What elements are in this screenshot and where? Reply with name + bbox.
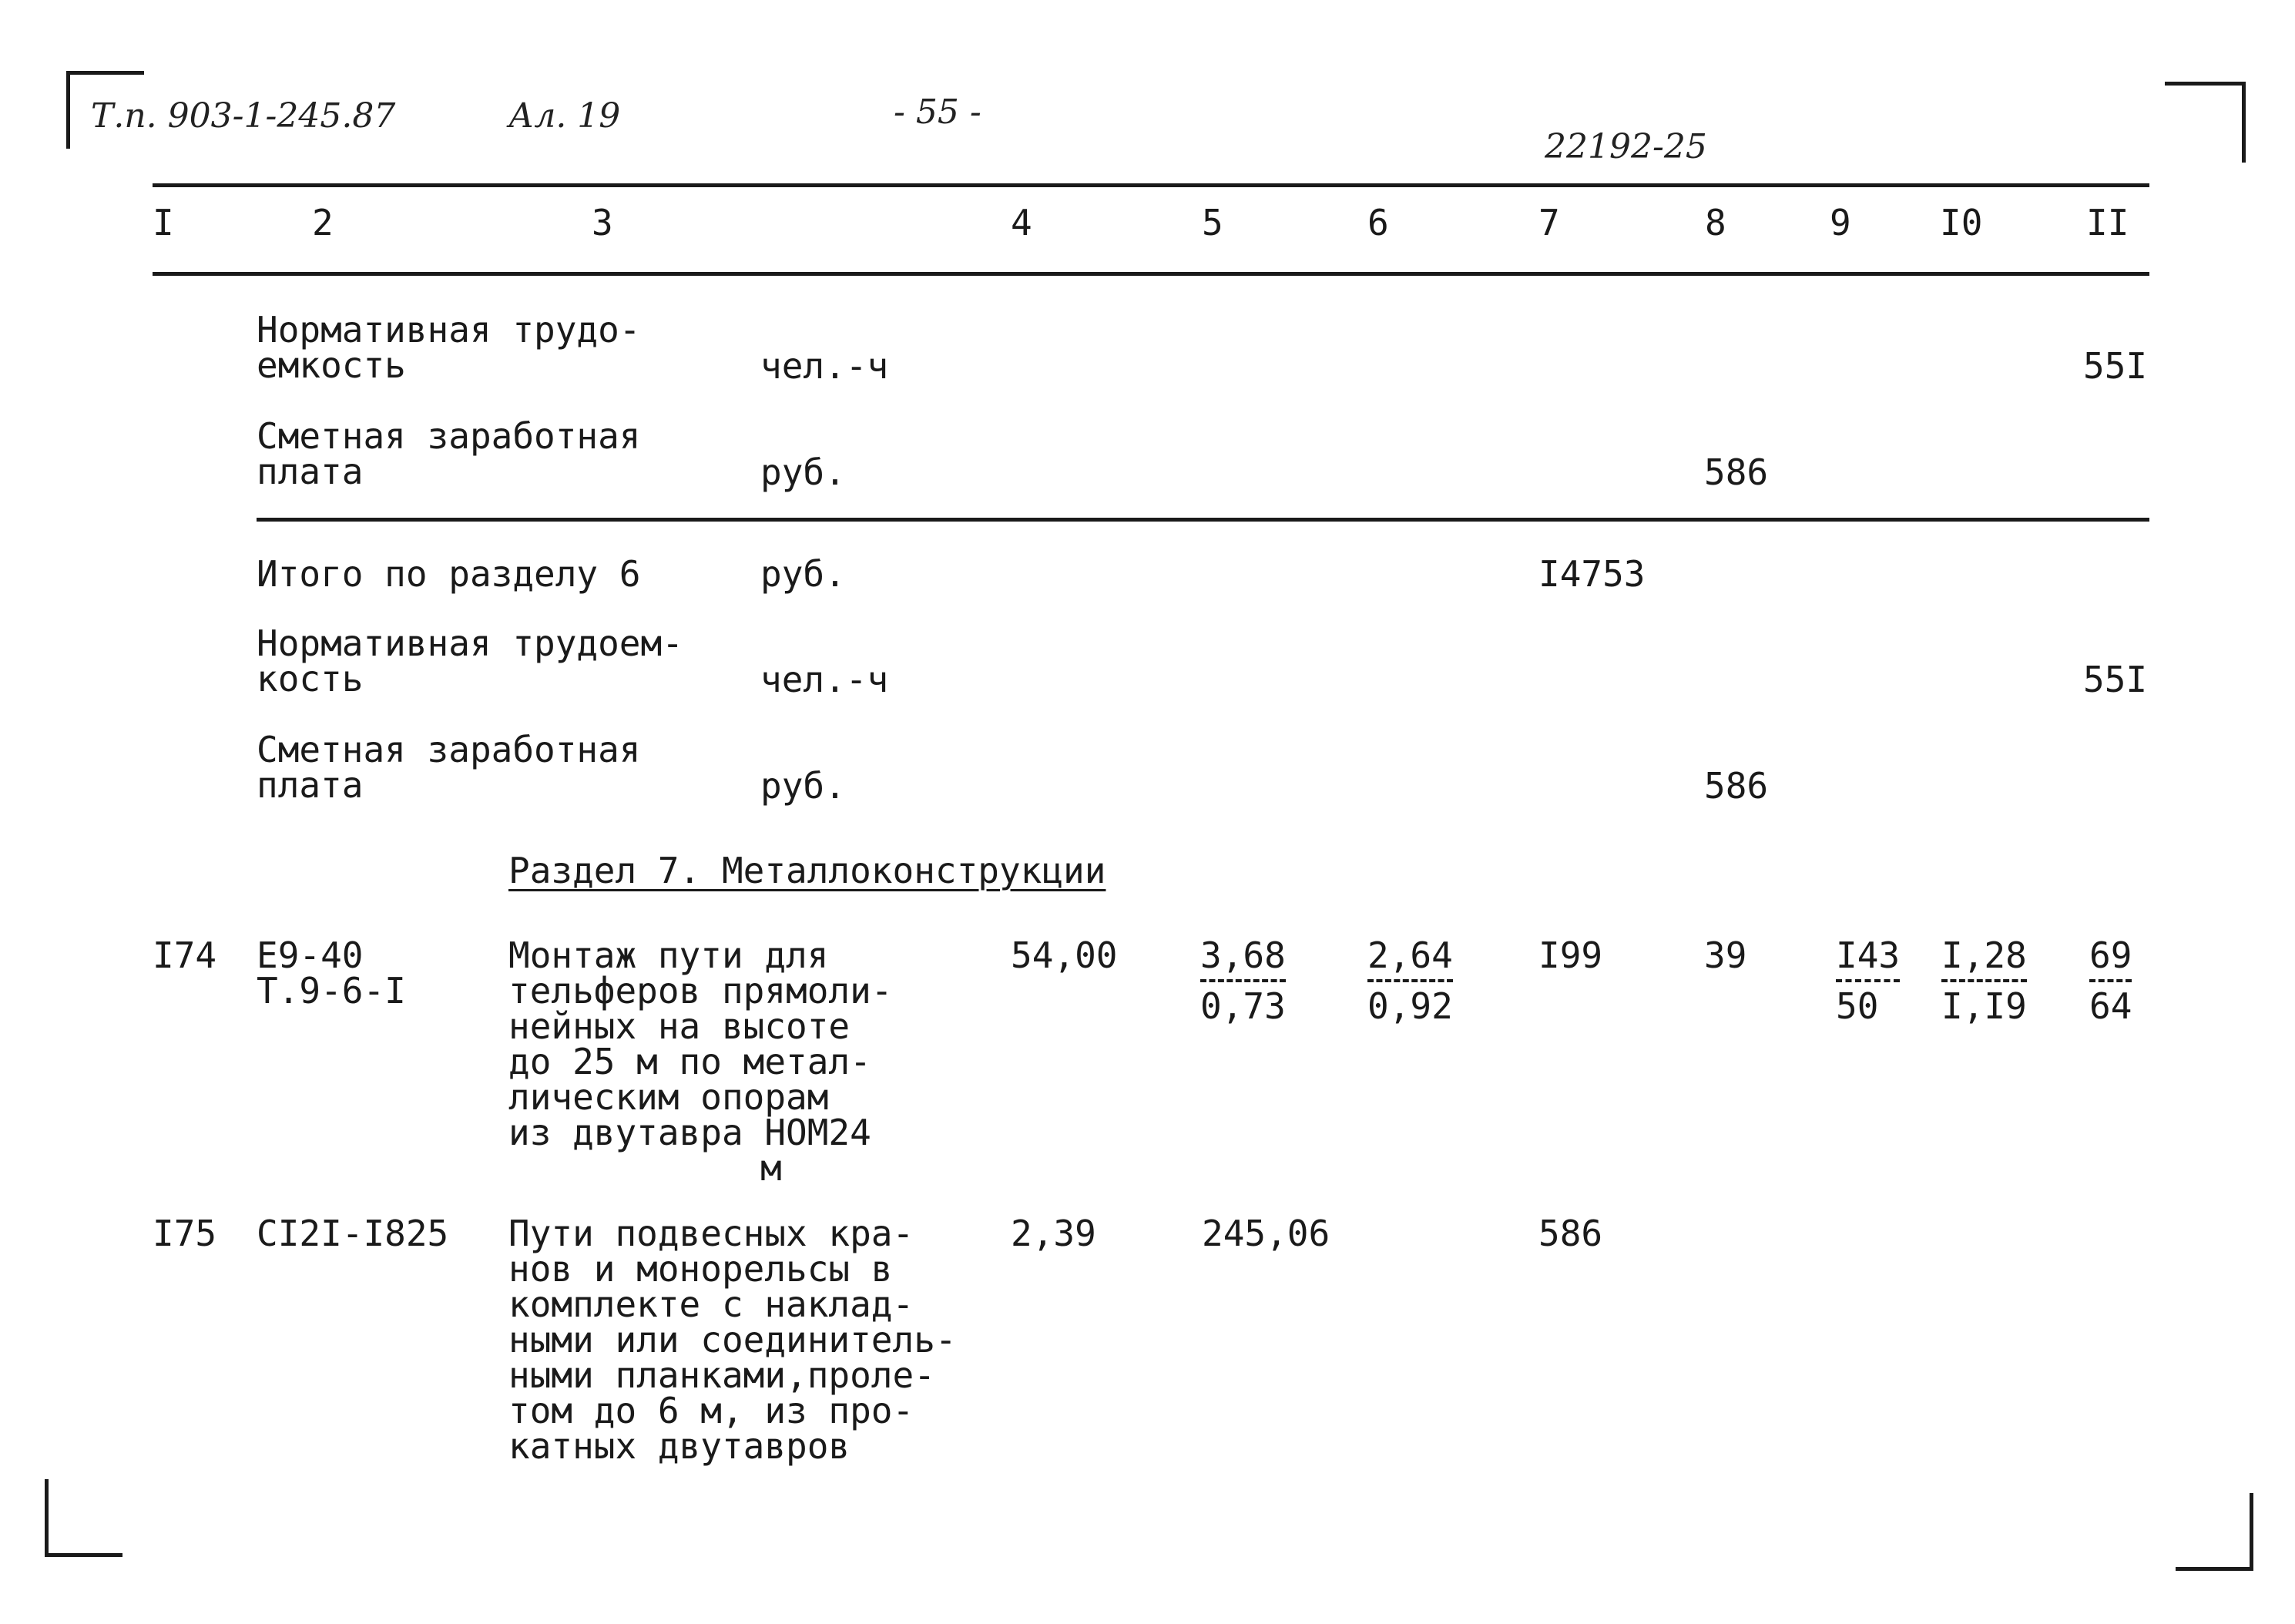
col-header-1: I: [153, 202, 174, 243]
album-number: Ал. 19: [508, 96, 621, 136]
row3-name: Итого по разделу 6: [257, 553, 641, 595]
item175-col5: 245,06: [1202, 1213, 1330, 1254]
item174-col6-bar: [1367, 979, 1453, 982]
row3-unit: руб.: [760, 553, 846, 595]
row5-unit: руб.: [760, 765, 846, 807]
col-header-6: 6: [1367, 202, 1389, 243]
item174-number: I74: [153, 934, 217, 976]
item174-col9-bottom: 50: [1836, 985, 1879, 1027]
row3-col7: I4753: [1538, 553, 1646, 595]
col-header-9: 9: [1830, 202, 1851, 243]
item174-col8: 39: [1704, 934, 1747, 976]
item174-col5-bar: [1200, 979, 1286, 982]
frame-corner-bottom-right: [2176, 1493, 2253, 1571]
row4-unit: чел.-ч: [760, 659, 889, 700]
item174-col10-top: I,28: [1941, 934, 2027, 976]
col-header-4: 4: [1011, 202, 1032, 243]
item174-col5-bottom: 0,73: [1200, 985, 1286, 1027]
item175-code: CI2I-I825: [257, 1213, 449, 1254]
col-header-7: 7: [1538, 202, 1560, 243]
item174-col10-bar: [1941, 979, 2027, 982]
item174-col11-top: 69: [2089, 934, 2132, 976]
header-bottom-rule: [153, 272, 2149, 276]
item175-col7: 586: [1538, 1213, 1603, 1254]
item174-col9-top: I43: [1836, 934, 1901, 976]
row1-col11: 55I: [2083, 345, 2148, 387]
frame-corner-bottom-left: [45, 1479, 122, 1557]
item174-col6-fraction: [1367, 934, 1453, 1027]
item175-description: Пути подвесных кра- нов и монорельсы в комплекте с наклад- ными или соединитель- ными планками,проле- том до 6 м, из про- катных двутавров: [508, 1213, 957, 1467]
item174-col5-fraction: [1200, 934, 1286, 1027]
row5-name: Сметная заработная плата: [257, 729, 641, 806]
section6-total-rule: [257, 518, 2149, 522]
row4-col11: 55I: [2083, 659, 2148, 700]
row1-name: Нормативная трудо- емкость: [257, 309, 641, 386]
col-header-10: I0: [1940, 202, 1983, 243]
row5-col8: 586: [1704, 765, 1769, 807]
section7-title: Раздел 7. Металлоконструкции: [508, 850, 1106, 891]
col-header-3: 3: [592, 202, 613, 243]
item174-col7: I99: [1538, 934, 1603, 976]
item174-col11-fraction: [2089, 934, 2132, 1027]
item174-col9-fraction: [1836, 934, 1901, 1027]
item175-col4: 2,39: [1011, 1213, 1096, 1254]
col-header-5: 5: [1202, 202, 1223, 243]
row2-unit: руб.: [760, 451, 846, 493]
table-top-rule: [153, 183, 2149, 187]
doc-reference: Т.п. 903-1-245.87: [91, 96, 396, 136]
row4-name: Нормативная трудоем- кость: [257, 622, 683, 700]
item174-col9-bar: [1836, 979, 1900, 982]
item174-col10-bottom: I,I9: [1941, 985, 2027, 1027]
col-header-2: 2: [312, 202, 334, 243]
row2-col8: 586: [1704, 451, 1769, 493]
item174-col5-top: 3,68: [1200, 934, 1286, 976]
item175-number: I75: [153, 1213, 217, 1254]
item174-col6-bottom: 0,92: [1367, 985, 1453, 1027]
item174-code: Е9-40 Т.9-6-I: [257, 934, 406, 1012]
item174-col6-top: 2,64: [1367, 934, 1453, 976]
frame-corner-top-right: [2165, 82, 2246, 163]
row2-name: Сметная заработная плата: [257, 415, 641, 492]
item174-col11-bottom: 64: [2089, 985, 2132, 1027]
row1-unit: чел.-ч: [760, 345, 889, 387]
document-code: 22192-25: [1545, 127, 1707, 166]
col-header-8: 8: [1705, 202, 1726, 243]
item174-col4: 54,00: [1011, 934, 1118, 976]
page-number: - 55 -: [894, 92, 981, 132]
item174-description: Монтаж пути для тельферов прямоли- нейных на высоте до 25 м по метал- лическим опорам из двутавра НОМ24: [508, 934, 893, 1153]
item174-col11-bar: [2089, 979, 2132, 982]
item174-col10-fraction: [1941, 934, 2027, 1027]
item174-unit: м: [760, 1147, 782, 1189]
col-header-11: II: [2086, 202, 2129, 243]
